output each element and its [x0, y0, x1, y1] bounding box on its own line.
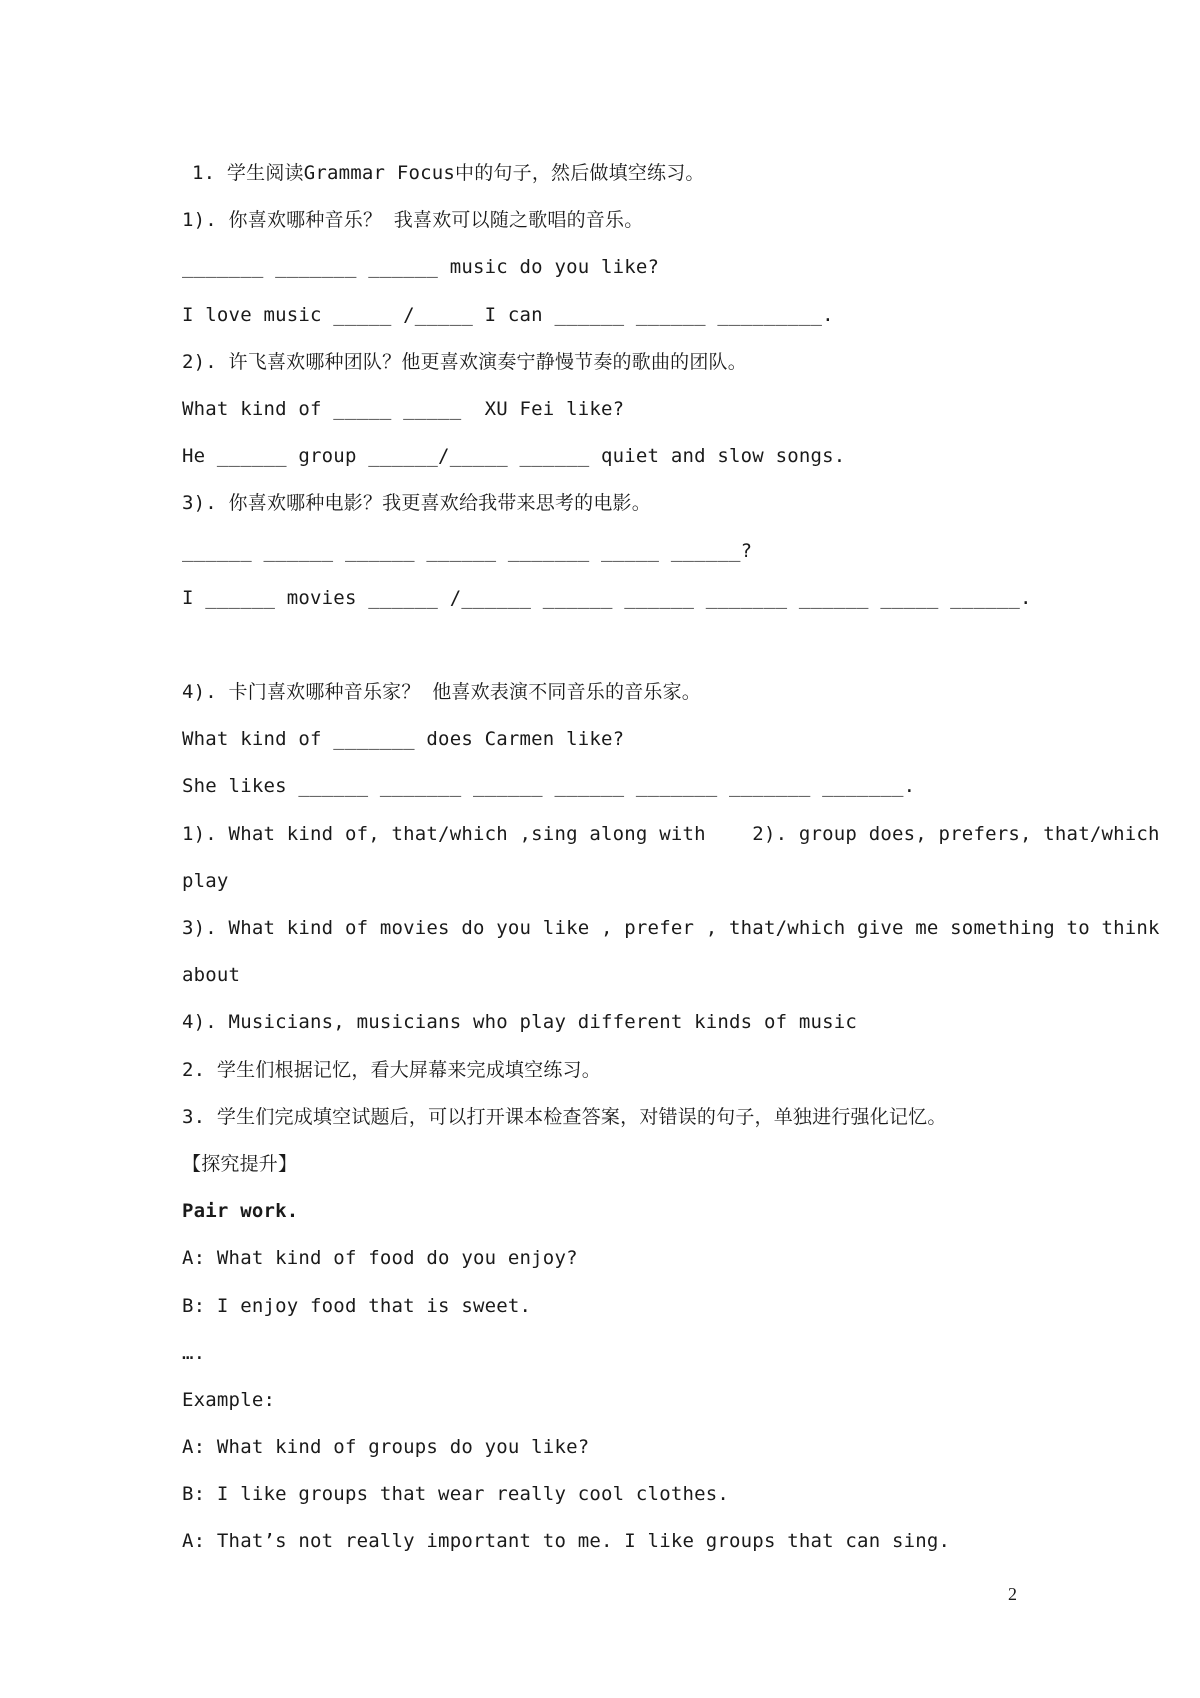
- sentence-4-blank-question: What kind of _______ does Carmen like?: [182, 728, 625, 751]
- exercise-instruction-3: 3. 学生们完成填空试题后，可以打开课本检查答案，对错误的句子，单独进行强化记忆。: [182, 1105, 947, 1128]
- section-heading-explore: 【探究提升】: [182, 1152, 298, 1175]
- answer-key-2-continued: play: [182, 869, 229, 892]
- ellipsis-line: ….: [182, 1341, 206, 1364]
- sentence-1-blank-question: _______ _______ ______ music do you like?: [182, 256, 660, 279]
- sentence-2-chinese: 2). 许飞喜欢哪种团队？他更喜欢演奏宁静慢节奏的歌曲的团队。: [182, 350, 747, 373]
- answer-key-3: 3). What kind of movies do you like , prefer , that/which give me something to think: [182, 917, 1160, 939]
- sentence-2-blank-answer: He ______ group ______/_____ ______ quiet and slow songs.: [182, 445, 846, 468]
- example-label: Example:: [182, 1388, 276, 1411]
- sentence-4-chinese: 4). 卡门喜欢哪种音乐家？ 他喜欢表演不同音乐的音乐家。: [182, 681, 701, 704]
- exercise-instruction-2: 2. 学生们根据记忆，看大屏幕来完成填空练习。: [182, 1058, 601, 1081]
- sentence-3-blank-answer: I ______ movies ______ /______ ______ ______ _______ ______ _____ ______.: [182, 586, 1032, 609]
- dialogue-line: B: I like groups that wear really cool clothes.: [182, 1483, 730, 1506]
- blank-line: [182, 622, 1042, 669]
- sentence-2-blank-question: What kind of _____ _____ XU Fei like?: [182, 397, 625, 420]
- answer-key-4: 4). Musicians, musicians who play different kinds of music: [182, 1011, 858, 1034]
- page-number: 2: [1008, 1584, 1017, 1604]
- dialogue-line: A: What kind of groups do you like?: [182, 1436, 590, 1459]
- sentence-1-blank-answer: I love music _____ /_____ I can ______ ______ _________.: [182, 303, 834, 326]
- sentence-4-blank-answer: She likes ______ _______ ______ ______ _______ _______ _______.: [182, 775, 916, 798]
- sentence-1-chinese: 1). 你喜欢哪种音乐？ 我喜欢可以随之歌唱的音乐。: [182, 209, 644, 232]
- dialogue-line: B: I enjoy food that is sweet.: [182, 1294, 532, 1317]
- answer-key-3-continued: about: [182, 964, 241, 987]
- pair-work-heading: Pair work.: [182, 1200, 299, 1223]
- dialogue-line: A: That’s not really important to me. I like groups that can sing.: [182, 1530, 951, 1553]
- dialogue-line: A: What kind of food do you enjoy?: [182, 1247, 578, 1270]
- exercise-instruction-1: 1. 学生阅读Grammar Focus中的句子，然后做填空练习。: [192, 162, 705, 184]
- document-body: [182, 150, 1160, 1566]
- answer-key-1-2: 1). What kind of, that/which ,sing along with 2). group does, prefers, that/which: [182, 822, 1160, 845]
- sentence-3-chinese: 3). 你喜欢哪种电影？我更喜欢给我带来思考的电影。: [182, 492, 651, 515]
- sentence-3-blank-question: ______ ______ ______ ______ _______ _____ ______?: [182, 539, 753, 562]
